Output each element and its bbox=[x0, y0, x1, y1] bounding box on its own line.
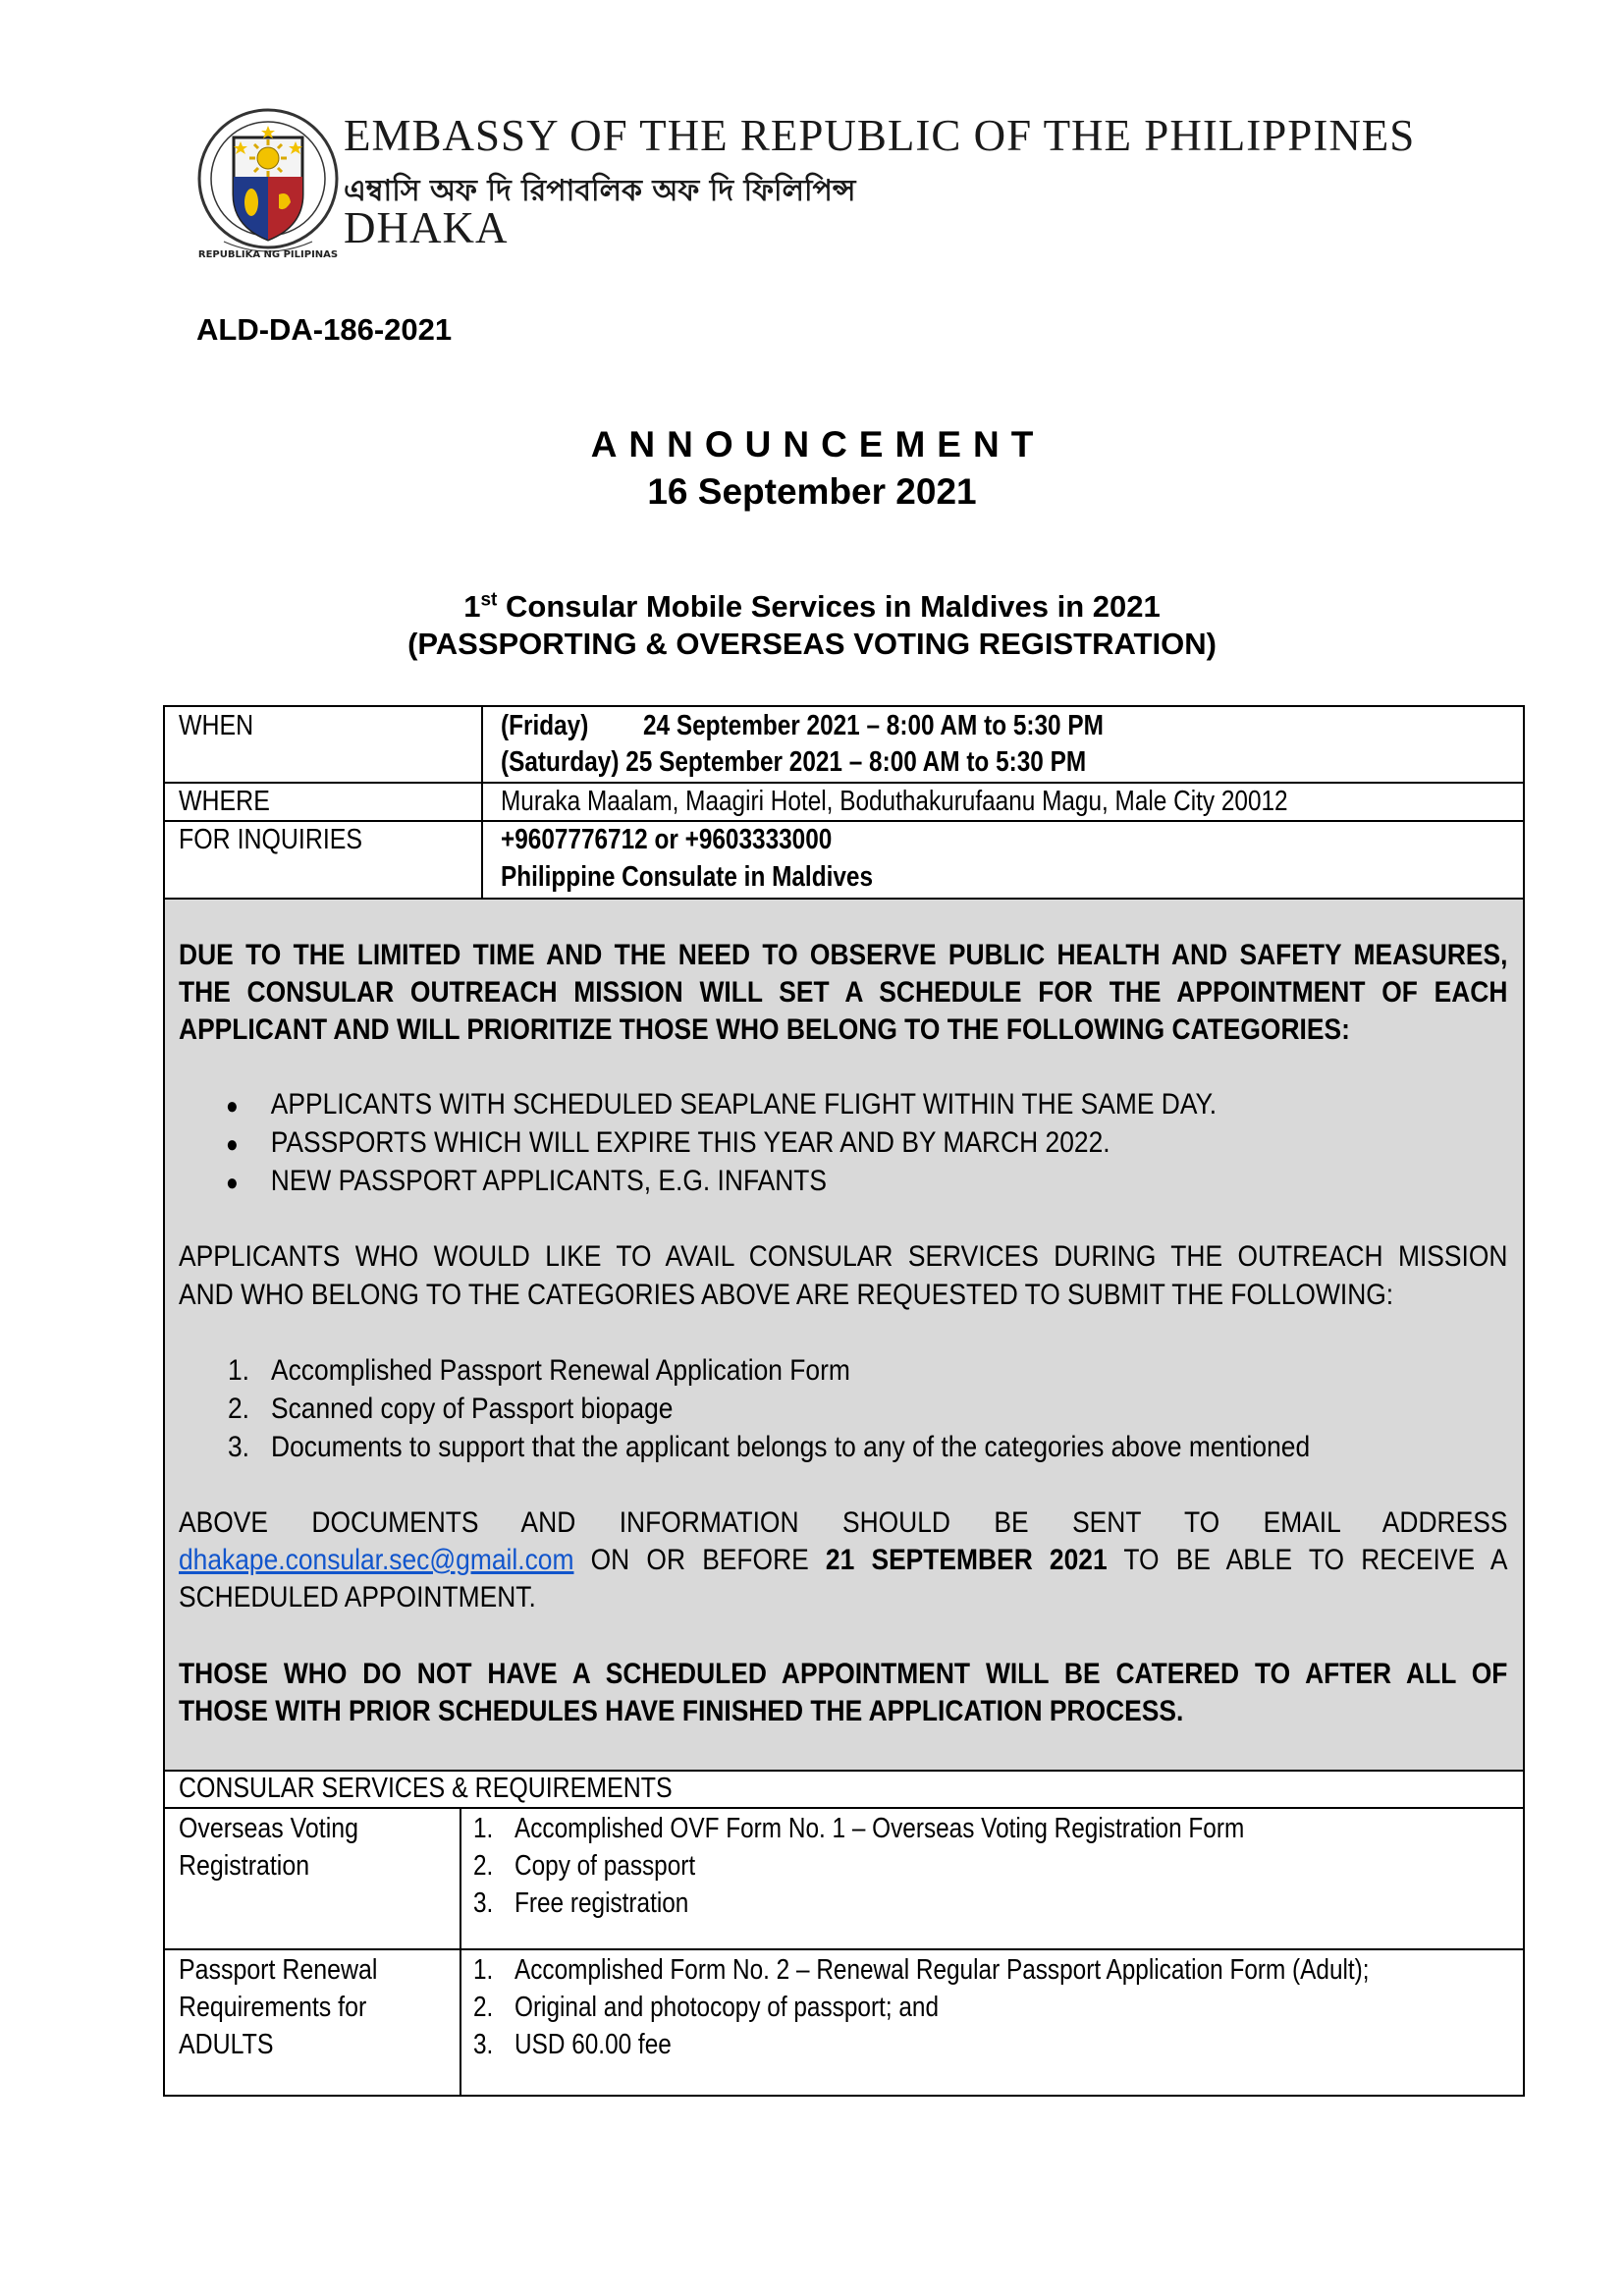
category-item: ● NEW PASSPORT APPLICANTS, E.G. INFANTS bbox=[226, 1163, 1554, 1202]
priority-line-1: DUE TO THE LIMITED TIME AND THE NEED TO OBSERVE PUBLIC HEALTH AND SAFETY MEASURES, bbox=[179, 939, 1508, 971]
service-label: Registration bbox=[179, 1850, 310, 1882]
when-day-1: (Friday) bbox=[501, 710, 589, 741]
requirement-item: 3. Free registration bbox=[473, 1887, 689, 1919]
subject-line-1 bbox=[0, 589, 1624, 625]
send-line-1: ABOVE DOCUMENTS AND INFORMATION SHOULD BE SENT TO EMAIL ADDRESS bbox=[179, 1506, 1508, 1539]
deadline: 21 SEPTEMBER 2021 bbox=[825, 1544, 1108, 1576]
document-item: 3. Documents to support that the applicant belongs to any of the categories above mentioned bbox=[228, 1431, 1311, 1463]
services-table-divider bbox=[460, 1807, 461, 2097]
embassy-city: DHAKA bbox=[344, 203, 509, 252]
service-label: Overseas Voting bbox=[179, 1813, 359, 1844]
where-label: WHERE bbox=[179, 786, 270, 817]
when-line-2: (Saturday) 25 September 2021 – 8:00 AM to 5:30 PM bbox=[501, 746, 1087, 778]
services-table-rule bbox=[163, 1807, 1525, 1809]
bullet-icon: ● bbox=[226, 1170, 239, 1196]
submit-line-2: AND WHO BELONG TO THE CATEGORIES ABOVE ARE REQUESTED TO SUBMIT THE FOLLOWING: bbox=[179, 1279, 1394, 1311]
when-label: WHEN bbox=[179, 710, 254, 741]
service-label: ADULTS bbox=[179, 2029, 274, 2060]
when-date-1: 24 September 2021 – 8:00 AM to 5:30 PM bbox=[643, 710, 1104, 741]
announcement-title: ANNOUNCEMENT bbox=[590, 424, 1046, 465]
requirement-item: 3. USD 60.00 fee bbox=[473, 2029, 672, 2060]
embassy-name: EMBASSY OF THE REPUBLIC OF THE PHILIPPINES bbox=[344, 111, 1416, 160]
inquiries-phones: +9607776712 or +9603333000 bbox=[501, 824, 833, 855]
subject-ordinal-suffix: st bbox=[480, 589, 498, 611]
email-link[interactable]: dhakape.consular.sec@gmail.com bbox=[179, 1544, 574, 1576]
info-table-divider bbox=[481, 705, 483, 900]
priority-line-2: THE CONSULAR OUTREACH MISSION WILL SET A SCHEDULE FOR THE APPOINTMENT OF EACH bbox=[179, 976, 1508, 1009]
coat-of-arms-icon bbox=[194, 96, 342, 265]
document-item: 2. Scanned copy of Passport biopage bbox=[228, 1393, 674, 1425]
reference-number: ALD-DA-186-2021 bbox=[196, 312, 453, 347]
service-label: Requirements for bbox=[179, 1992, 367, 2023]
warning-line-2: THOSE WITH PRIOR SCHEDULES HAVE FINISHED THE APPLICATION PROCESS. bbox=[179, 1695, 1184, 1727]
service-label: Passport Renewal bbox=[179, 1954, 378, 1986]
category-item: ● APPLICANTS WITH SCHEDULED SEAPLANE FLIGHT WITHIN THE SAME DAY. bbox=[226, 1086, 1554, 1125]
category-item: ● PASSPORTS WHICH WILL EXPIRE THIS YEAR AND BY MARCH 2022. bbox=[226, 1124, 1554, 1164]
requirement-item: 1. Accomplished Form No. 2 – Renewal Regular Passport Application Form (Adult); bbox=[473, 1954, 1370, 1986]
requirement-item: 1. Accomplished OVF Form No. 1 – Overseas Voting Registration Form bbox=[473, 1813, 1245, 1844]
where-value: Muraka Maalam, Maagiri Hotel, Boduthakurufaanu Magu, Male City 20012 bbox=[501, 786, 1288, 817]
services-header: CONSULAR SERVICES & REQUIREMENTS bbox=[179, 1773, 673, 1804]
priority-line-3: APPLICANT AND WILL PRIORITIZE THOSE WHO BELONG TO THE FOLLOWING CATEGORIES: bbox=[179, 1013, 1350, 1046]
services-table-rule bbox=[163, 1948, 1525, 1950]
send-line-3: SCHEDULED APPOINTMENT. bbox=[179, 1581, 536, 1613]
requirement-item: 2. Original and photocopy of passport; and bbox=[473, 1992, 940, 2023]
embassy-name-bangla: এম্বাসি অফ দি রিপাবলিক অফ দি ফিলিপিন্স bbox=[344, 174, 856, 208]
inquiries-office: Philippine Consulate in Maldives bbox=[501, 861, 873, 893]
bullet-icon: ● bbox=[226, 1131, 239, 1158]
submit-line-1: APPLICANTS WHO WOULD LIKE TO AVAIL CONSULAR SERVICES DURING THE OUTREACH MISSION bbox=[179, 1240, 1508, 1273]
info-table-rule bbox=[163, 820, 1525, 822]
subject-title: Consular Mobile Services in Maldives in 2021 bbox=[497, 589, 1161, 624]
requirement-item: 2. Copy of passport bbox=[473, 1850, 696, 1882]
document-item: 1. Accomplished Passport Renewal Application Form bbox=[228, 1354, 850, 1387]
warning-line-1: THOSE WHO DO NOT HAVE A SCHEDULED APPOINTMENT WILL BE CATERED TO AFTER ALL OF bbox=[179, 1658, 1508, 1690]
announcement-date: 16 September 2021 bbox=[647, 471, 977, 512]
seal-text: REPUBLIKA NG PILIPINAS bbox=[197, 249, 339, 260]
bullet-icon: ● bbox=[226, 1093, 239, 1120]
send-line-2: dhakape.consular.sec@gmail.com ON OR BEFORE 21 SEPTEMBER 2021 TO BE ABLE TO RECEIVE A bbox=[179, 1544, 1508, 1576]
subject-ordinal: 1 bbox=[463, 589, 481, 624]
subject-line-2: (PASSPORTING & OVERSEAS VOTING REGISTRATION) bbox=[407, 627, 1217, 661]
inquiries-label: FOR INQUIRIES bbox=[179, 824, 363, 855]
